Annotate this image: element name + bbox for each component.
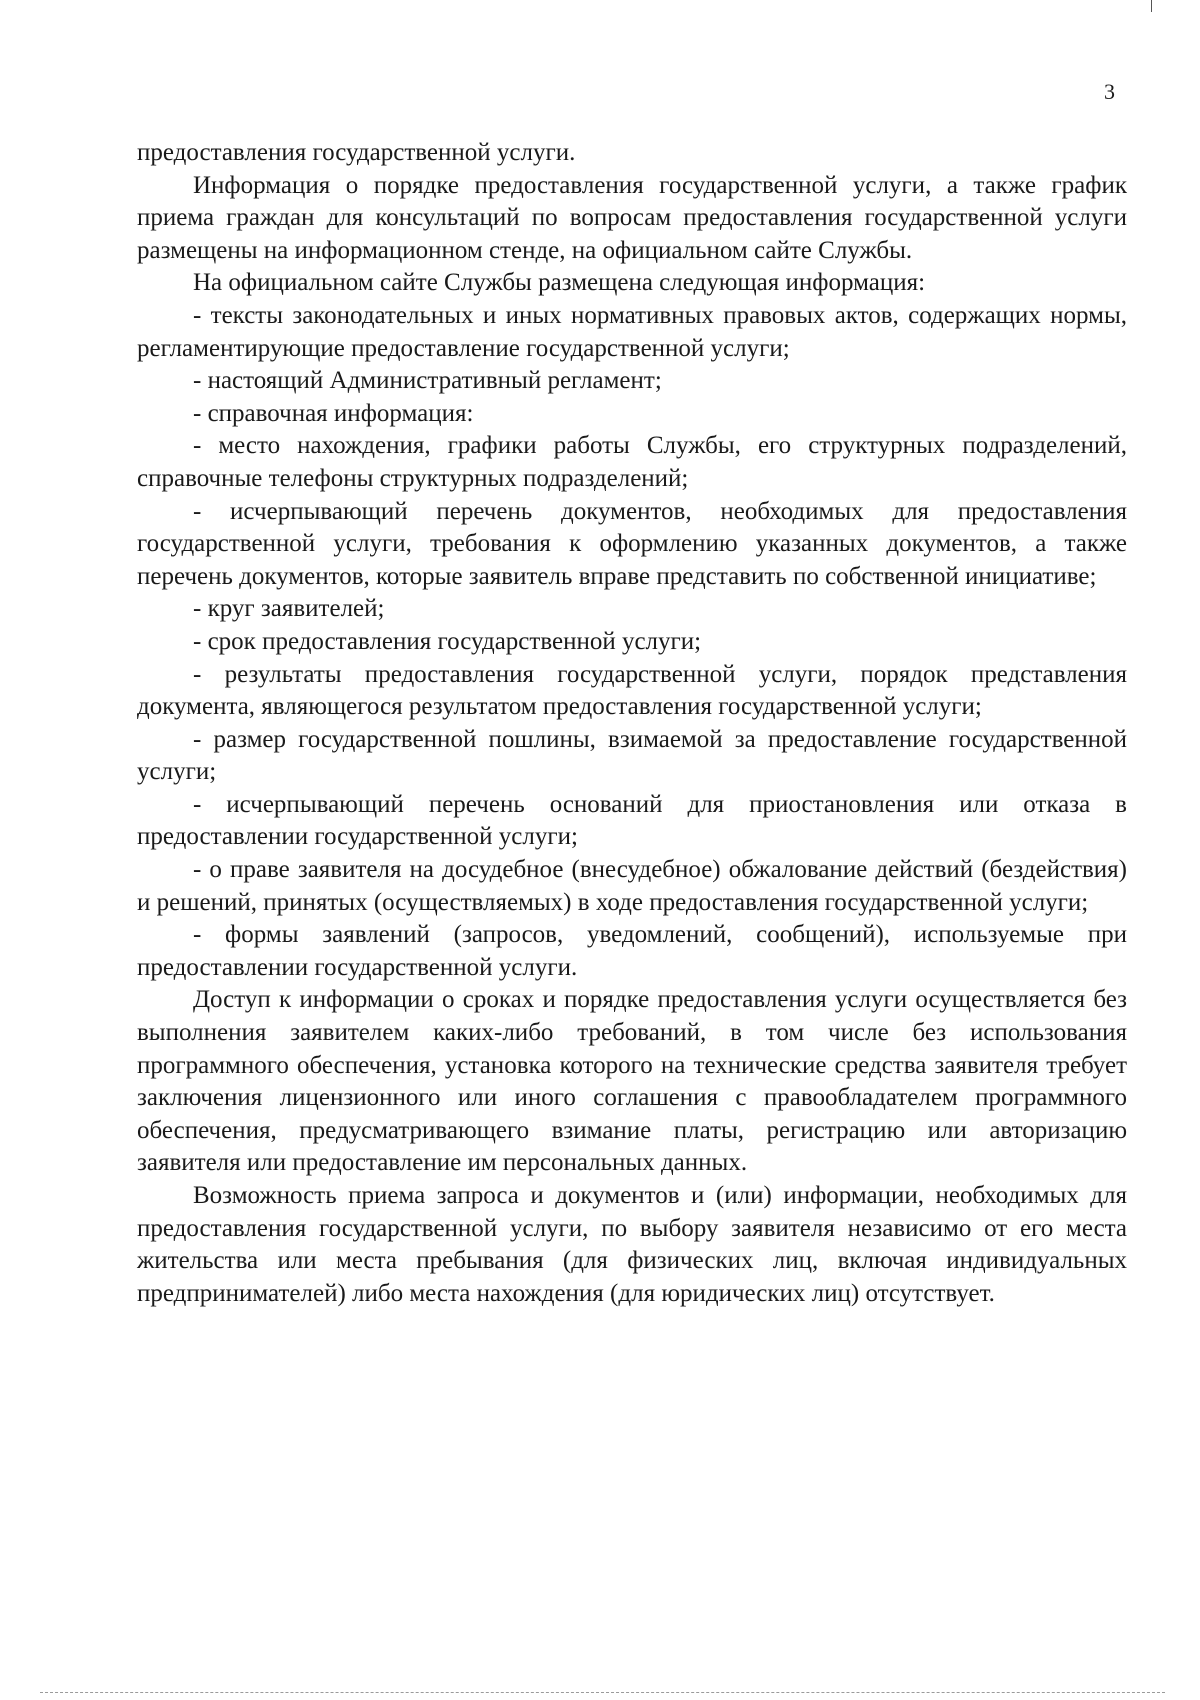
paragraph-continuation: предоставления государственной услуги. bbox=[137, 139, 576, 166]
document-body bbox=[137, 137, 1127, 1310]
list-item-regulation: - настоящий Административный регламент; bbox=[193, 367, 662, 395]
scan-edge-mark bbox=[1151, 0, 1152, 12]
scan-bottom-edge bbox=[40, 1692, 1165, 1693]
list-item-documents-list: - исчерпывающий перечень документов, необходимых для предоставления государственной услуги, требования к оформлению указанных документов, а также перечень документов, которые заявитель вправе представить по собственной инициативе; bbox=[137, 497, 1127, 590]
paragraph-site-info-intro: На официальном сайте Службы размещена следующая информация: bbox=[193, 269, 926, 297]
list-item-service-term: - срок предоставления государственной услуги; bbox=[193, 627, 702, 655]
list-item-refusal-grounds: - исчерпывающий перечень оснований для приостановления или отказа в предоставлении государственной услуги; bbox=[137, 790, 1127, 851]
list-item-applicants: - круг заявителей; bbox=[193, 595, 385, 623]
list-item-state-fee: - размер государственной пошлины, взимаемой за предоставление государственной услуги; bbox=[137, 725, 1127, 786]
list-item-service-results: - результаты предоставления государственной услуги, порядок представления документа, являющегося результатом предоставления государственной услуги; bbox=[137, 660, 1127, 721]
list-item-location-schedule: - место нахождения, графики работы Службы, его структурных подразделений, справочные телефоны структурных подразделений; bbox=[137, 432, 1127, 492]
list-item-application-forms: - формы заявлений (запросов, уведомлений, сообщений), используемые при предоставлении государственной услуги. bbox=[137, 921, 1127, 981]
list-item-appeal-right: - о праве заявителя на досудебное (внесудебное) обжалование действий (бездействия) и решений, принятых (осуществляемых) в ходе предоставления государственной услуги; bbox=[137, 856, 1127, 916]
paragraph-info-order: Информация о порядке предоставления государственной услуги, а также график приема граждан для консультаций по вопросам предоставления государственной услуги размещены на информационном стенде, на официальном сайте Службы. bbox=[137, 171, 1127, 264]
paragraph-extraterritorial: Возможность приема запроса и документов и (или) информации, необходимых для предоставления государственной услуги, по выбору заявителя независимо от его места жительства или места пребывания (для физических лиц, включая индивидуальных предпринимателей) либо места нахождения (для юридических лиц) отсутствует. bbox=[137, 1182, 1127, 1307]
page-number: 3 bbox=[1104, 79, 1115, 104]
list-item-legal-acts: - тексты законодательных и иных нормативных правовых актов, содержащих нормы, регламентирующие предоставление государственной услуги; bbox=[137, 301, 1127, 362]
paragraph-access-conditions: Доступ к информации о сроках и порядке предоставления услуги осуществляется без выполнения заявителем каких-либо требований, в том числе без использования программного обеспечения, установка которого на технические средства заявителя требует заключения лицензионного или иного соглашения с правообладателем программного обеспечения, предусматривающего взимание платы, регистрацию или авторизацию заявителя или предоставление им персональных данных. bbox=[137, 986, 1127, 1177]
list-item-reference-info: - справочная информация: bbox=[193, 399, 474, 427]
